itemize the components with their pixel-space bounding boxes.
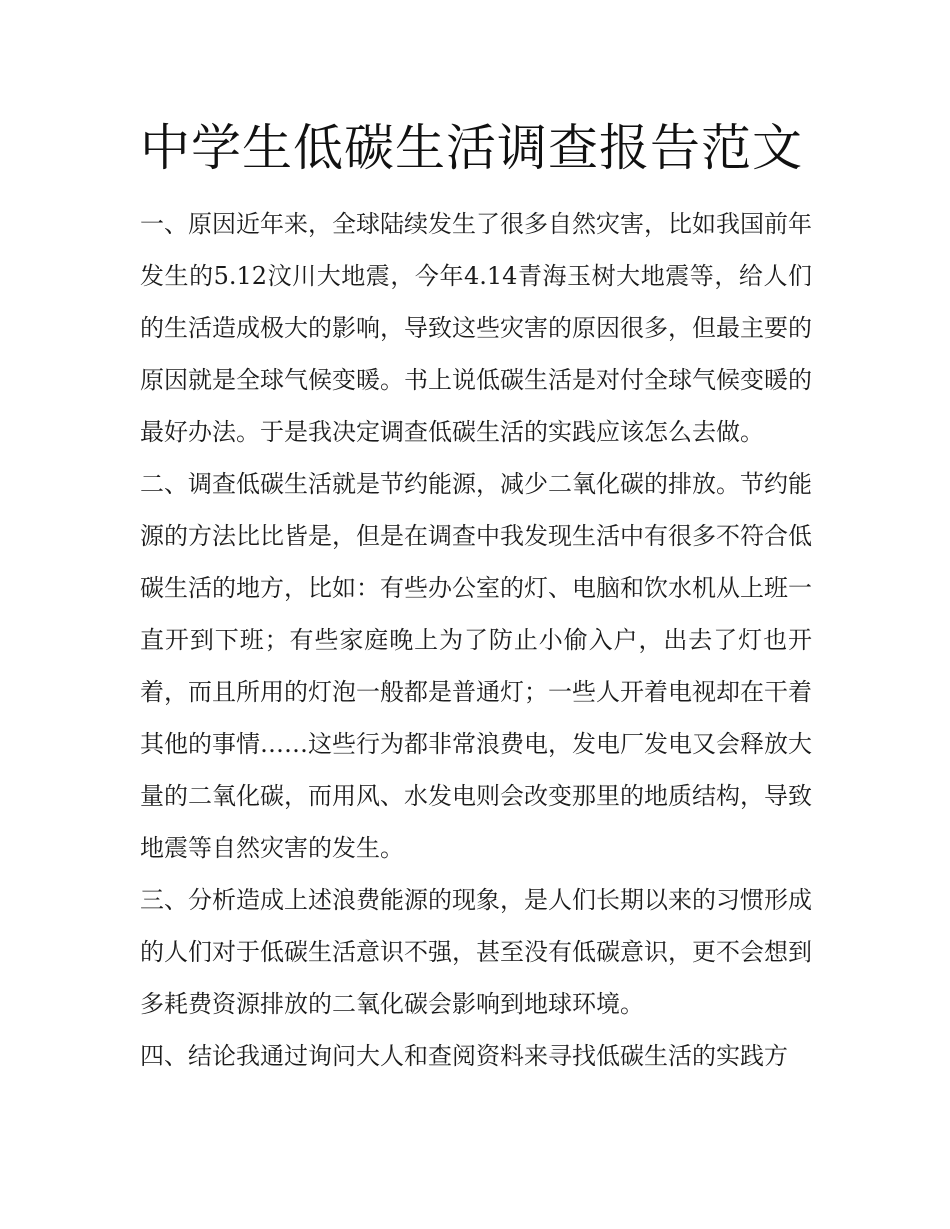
paragraph-analysis: 三、分析造成上述浪费能源的现象，是人们长期以来的习惯形成的人们对于低碳生活意识不强，甚至没有低碳意识，更不会想到多耗费资源排放的二氧化碳会影响到地球环境。: [140, 886, 812, 1018]
paragraph-conclusion: 四、结论我通过询问大人和查阅资料来寻找低碳生活的实践方: [140, 1042, 788, 1070]
document-title: 中学生低碳生活调查报告范文: [140, 119, 803, 177]
paragraph-survey: 二、调查低碳生活就是节约能源，减少二氧化碳的排放。节约能源的方法比比皆是，但是在调查中我发现生活中有很多不符合低碳生活的地方，比如：有些办公室的灯、电脑和饮水机从上班一直开到下班；有些家庭晚上为了防止小偷入户，出去了灯也开着，而且所用的灯泡一般都是普通灯；一些人开着电视却在干着其他的事情……这些行为都非常浪费电，发电厂发电又会释放大量的二氧化碳，而用风、水发电则会改变那里的地质结构，导致地震等自然灾害的发生。: [140, 470, 812, 862]
paragraph-reason: 一、原因近年来，全球陆续发生了很多自然灾害，比如我国前年发生的5.12汶川大地震，今年4.14青海玉树大地震等，给人们的生活造成极大的影响，导致这些灾害的原因很多，但最主要的原因就是全球气候变暖。书上说低碳生活是对付全球气候变暖的最好办法。于是我决定调查低碳生活的实践应该怎么去做。: [140, 210, 812, 446]
document-body: [140, 198, 812, 1082]
